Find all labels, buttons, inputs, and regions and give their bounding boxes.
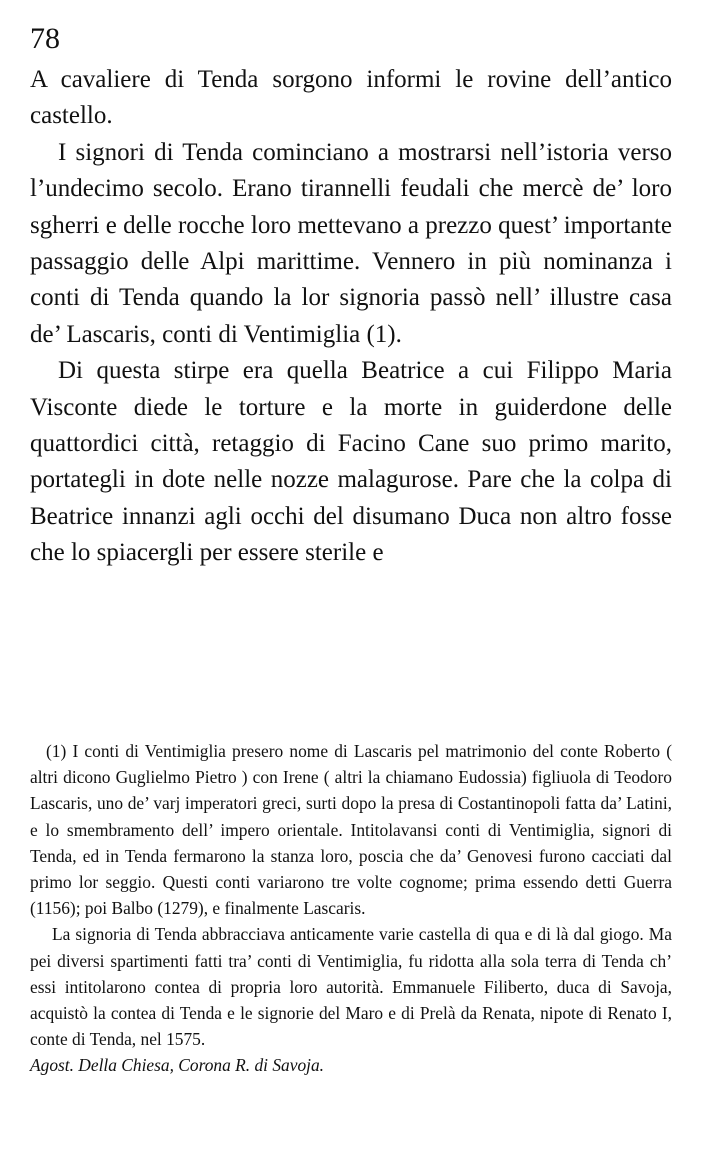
footnote: (1) I conti di Ventimiglia presero nome di Lascaris pel matrimonio del conte Roberto ( altri dicono Guglielmo Pietro ) con Irene ( altri la chiamano Eudossia) figliuola di Teodoro Lascaris, uno de’ varj imperatori greci, surti dopo la presa di Costantinopoli fatta da’ Latini, e lo smembramento dell’ impero orientale. Intitolavansi conti di Ventimiglia, signori di Tenda, ed in Tenda fermarono la stanza loro, poscia che da’ Genovesi furono cacciati dal primo lor seggio. Questi conti variarono tre volte cognome; prima essendo detti Guerra (1156); poi Balbo (1279), e finalmente Lascaris. bbox=[30, 741, 672, 919]
book-page bbox=[30, 22, 672, 1076]
footnotes bbox=[30, 738, 672, 1079]
main-text bbox=[30, 62, 672, 572]
footnote-attribution: Agost. Della Chiesa, Corona R. di Savoja. bbox=[30, 1055, 325, 1076]
paragraph: I signori di Tenda cominciano a mostrarsi nell’istoria verso l’undecimo secolo. Erano tirannelli feudali che mercè de’ loro sgherri e delle rocche loro mettevano a prezzo quest’ importante passaggio delle Alpi marittime. Vennero in più nominanza i conti di Tenda quando la lor signoria passò nell’ illustre casa de’ Lascaris, conti di Ventimiglia (1). bbox=[30, 138, 672, 348]
paragraph: A cavaliere di Tenda sorgono informi le rovine dell’antico castello. bbox=[30, 66, 672, 130]
page-number: 78 bbox=[30, 22, 60, 55]
paragraph: Di questa stirpe era quella Beatrice a cui Filippo Maria Visconte diede le torture e la morte in guiderdone delle quattordici città, retaggio di Facino Cane suo primo marito, portategli in dote nelle nozze malagurose. Pare che la colpa di Beatrice innanzi agli occhi del disumano Duca non altro fosse che lo spiacergli per essere sterile e bbox=[30, 357, 672, 567]
footnote: La signoria di Tenda abbracciava anticamente varie castella di qua e di là dal giogo. Ma pei diversi spartimenti fatti tra’ conti di Ventimiglia, fu ridotta alla sola terra di Tenda ch’ essi intitolarono contea di propria loro autorità. Emmanuele Filiberto, duca di Savoja, acquistò la contea di Tenda e le signorie del Maro e di Prelà da Renata, nipote di Renato I, conte di Tenda, nel 1575. bbox=[30, 924, 672, 1050]
